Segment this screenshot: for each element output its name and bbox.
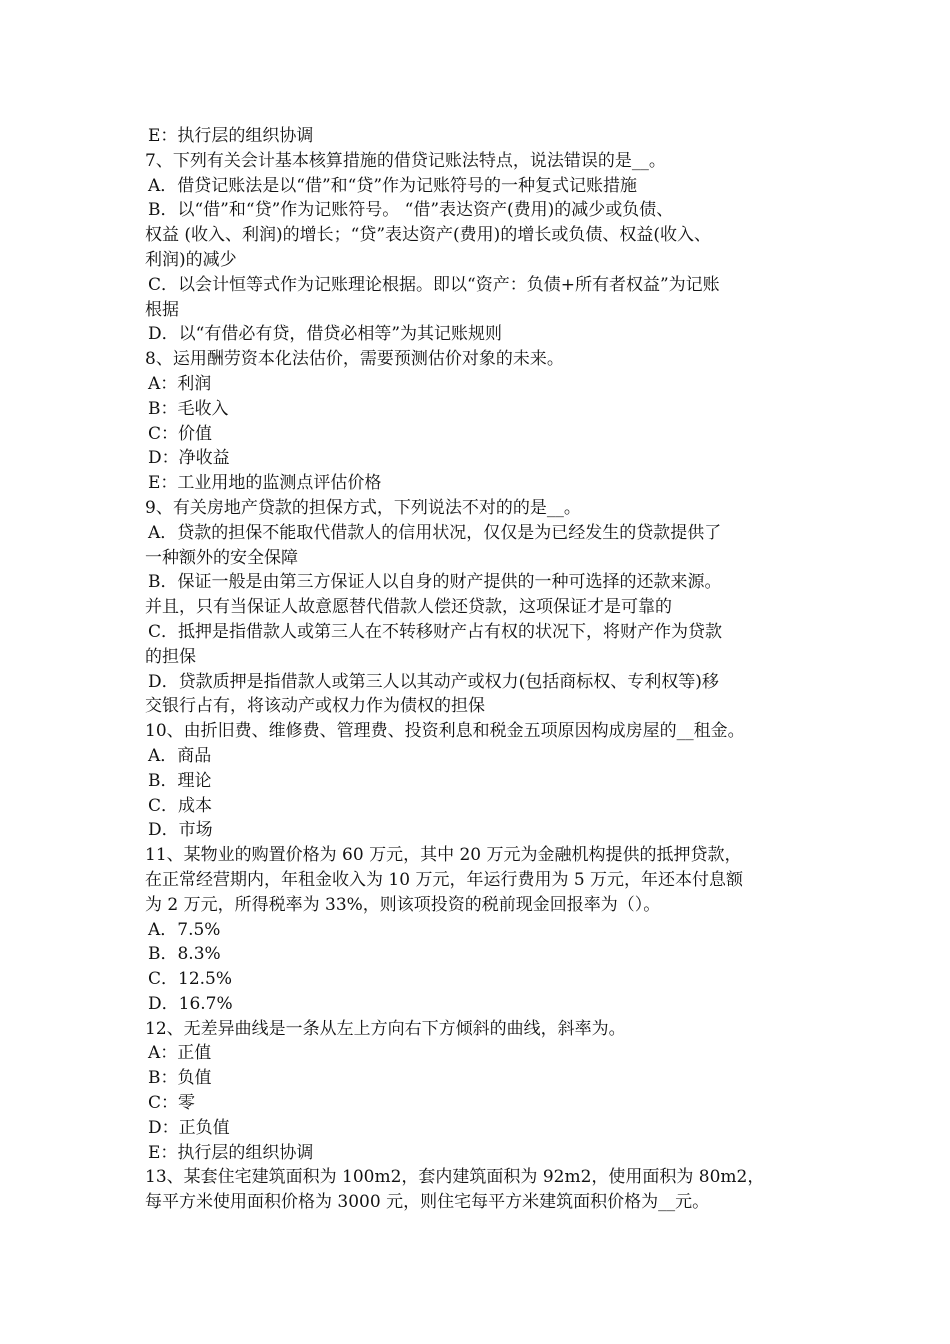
question-text-line: 交银行占有，将该动产或权力作为债权的担保	[145, 696, 485, 717]
question-text-line: 每平方米使用面积价格为 3000 元，则住宅每平方米建筑面积价格为__元。	[145, 1192, 710, 1213]
question-text-line: 权益 (收入、利润)的增长；“贷”表达资产(费用)的增长或负债、权益(收入、	[145, 225, 711, 246]
question-text-line: 并且，只有当保证人故意愿替代借款人偿还贷款，这项保证才是可靠的	[145, 597, 672, 618]
question-text-line: 的担保	[145, 646, 196, 667]
answer-option-line: A：正值	[148, 1043, 212, 1064]
document-body	[145, 124, 811, 1215]
answer-option-line: B．保证一般是由第三方保证人以自身的财产提供的一种可选择的还款来源。	[148, 572, 722, 593]
answer-option-line: B．理论	[148, 770, 212, 791]
question-text-line: 根据	[145, 299, 179, 320]
answer-option-line: C．成本	[148, 795, 213, 816]
answer-option-line: E：执行层的组织协调	[148, 126, 314, 146]
answer-option-line: C．12.5%	[148, 969, 233, 990]
answer-option-line: B：毛收入	[148, 398, 229, 419]
question-text-line: 12、无差异曲线是一条从左上方向右下方倾斜的曲线，斜率为。	[145, 1018, 626, 1039]
answer-option-line: C．抵押是指借款人或第三人在不转移财产占有权的状况下，将财产作为贷款	[148, 621, 723, 642]
question-text-line: 9、有关房地产贷款的担保方式，下列说法不对的的是__。	[145, 497, 581, 518]
answer-option-line: D．市场	[148, 820, 213, 841]
answer-option-line: A．7.5%	[148, 919, 221, 940]
answer-option-line: E：执行层的组织协调	[148, 1142, 314, 1163]
question-text-line: 10、由折旧费、维修费、管理费、投资利息和税金五项原因构成房屋的__租金。	[145, 721, 745, 742]
answer-option-line: B：负值	[148, 1068, 212, 1089]
answer-option-line: C：价值	[148, 423, 213, 444]
answer-option-line: D．16.7%	[148, 993, 233, 1014]
question-text-line: 7、下列有关会计基本核算措施的借贷记账法特点，说法错误的是__。	[145, 150, 666, 171]
answer-option-line: D：净收益	[148, 448, 230, 469]
answer-option-line: A．贷款的担保不能取代借款人的信用状况，仅仅是为已经发生的贷款提供了	[148, 522, 722, 543]
answer-option-line: D．贷款质押是指借款人或第三人以其动产或权力(包括商标权、专利权等)移	[148, 671, 719, 692]
question-text-line: 一种额外的安全保障	[145, 547, 298, 568]
answer-option-line: B．8.3%	[148, 944, 221, 965]
question-text-line: 8、运用酬劳资本化法估价，需要预测估价对象的未来。	[145, 349, 564, 370]
question-text-line: 11、某物业的购置价格为 60 万元，其中 20 万元为金融机构提供的抵押贷款，	[145, 845, 742, 866]
answer-option-line: E：工业用地的监测点评估价格	[148, 473, 382, 494]
answer-option-line: A：利润	[148, 373, 212, 394]
answer-option-line: A．借贷记账法是以“借”和“贷”作为记账符号的一种复式记账措施	[148, 175, 638, 196]
question-text-line: 13、某套住宅建筑面积为 100m2，套内建筑面积为 92m2，使用面积为 80m2，	[145, 1167, 765, 1188]
answer-option-line: C．以会计恒等式作为记账理论根据。即以“资产：负债+所有者权益”为记账	[148, 274, 720, 295]
answer-option-line: A．商品	[148, 745, 212, 766]
answer-option-line: D．以“有借必有贷，借贷必相等”为其记账规则	[148, 324, 503, 345]
answer-option-line: B．以“借”和“贷”作为记账符号。 “借”表达资产(费用)的减少或负债、	[148, 200, 674, 221]
answer-option-line: D：正负值	[148, 1117, 230, 1138]
question-text-line: 在正常经营期内，年租金收入为 10 万元，年运行费用为 5 万元，年还本付息额	[145, 869, 744, 890]
question-text-line: 利润)的减少	[145, 249, 237, 270]
answer-option-line: C：零	[148, 1093, 196, 1114]
question-text-line: 为 2 万元，所得税率为 33%，则该项投资的税前现金回报率为（）。	[145, 894, 661, 915]
